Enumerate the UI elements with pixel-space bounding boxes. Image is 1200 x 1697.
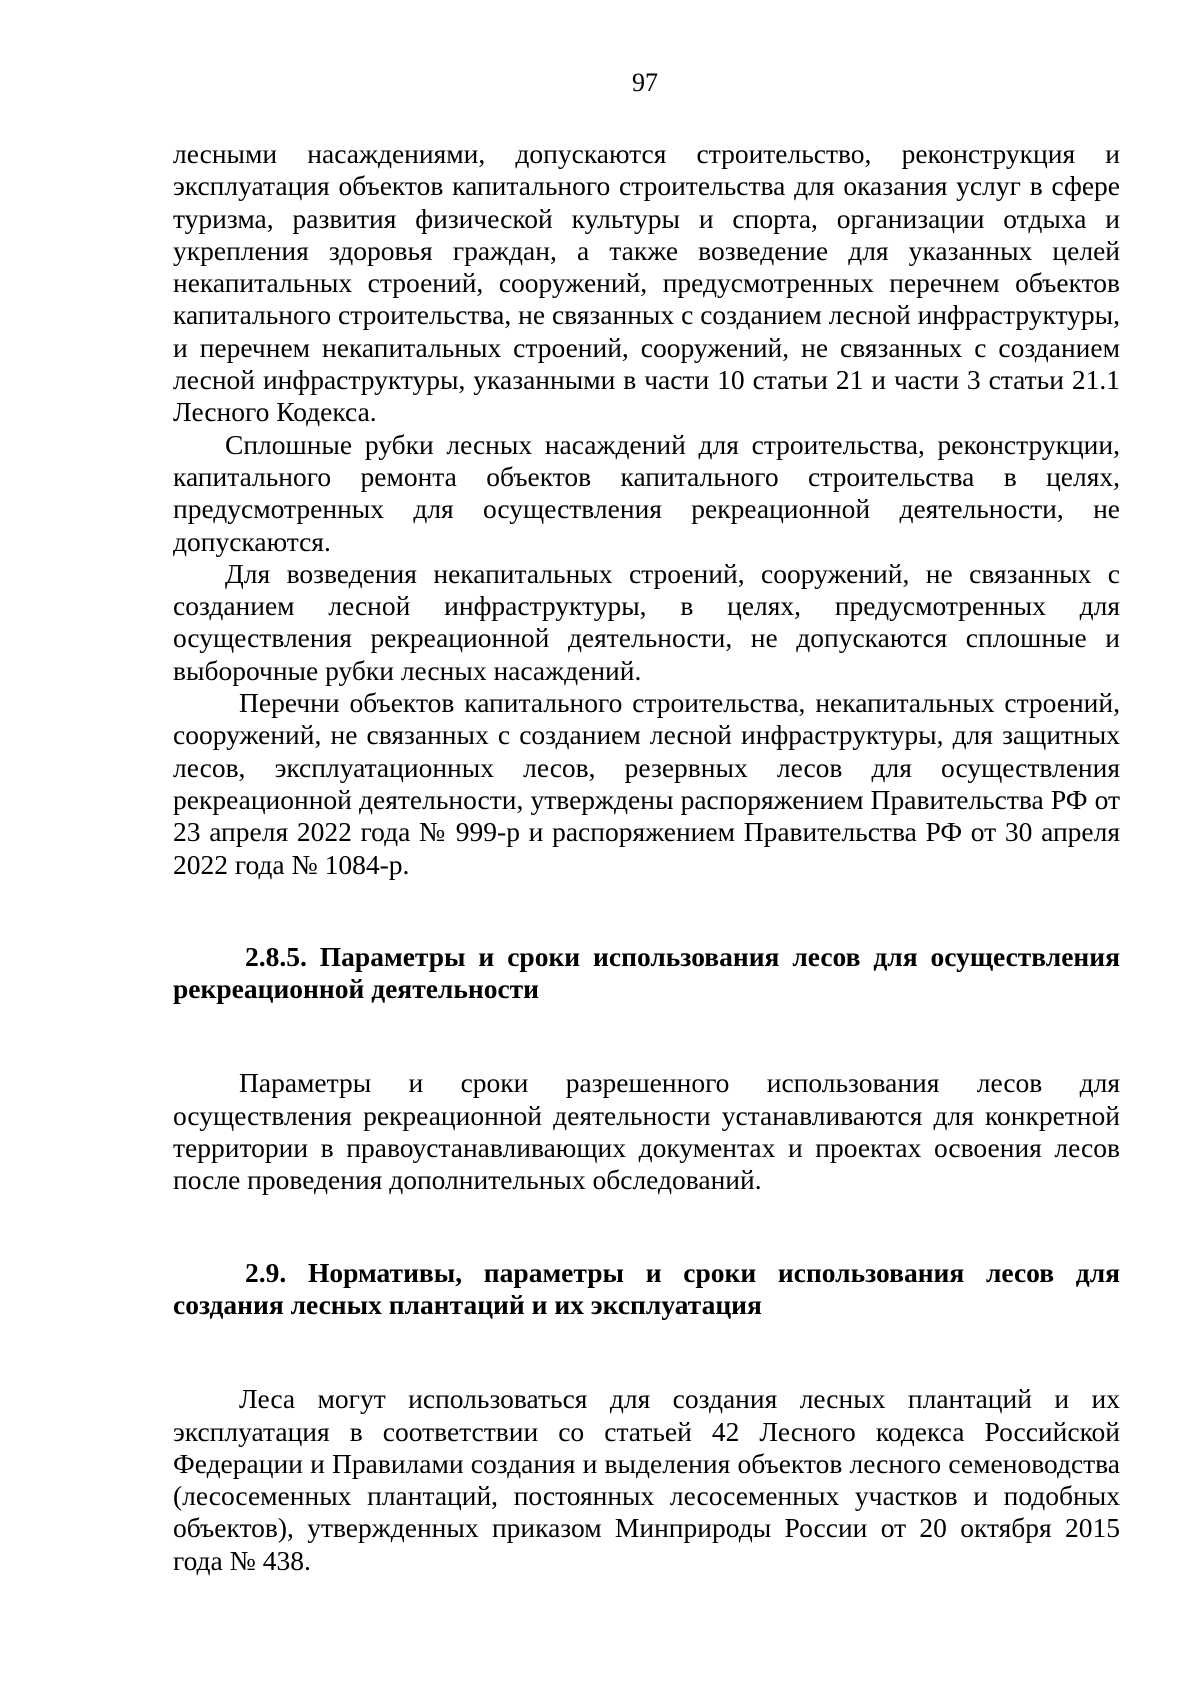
paragraph-noncapital-structures: Для возведения некапитальных строений, сооружений, не связанных с созданием лесной инфраструктуры, в целях, предусмотренных для осуществления рекреационной деятельности, не допускаются сплошные и выборочные рубки лесных насаждений. (173, 557, 1120, 686)
page-content (173, 138, 1120, 1577)
paragraph-continuation: лесными насаждениями, допускаются строительство, реконструкция и эксплуатация объектов капитального строительства для оказания услуг в сфере туризма, развития физической культуры и спорта, организации отдыха и укрепления здоровья граждан, а также возведение для указанных целей некапитальных строений, сооружений, предусмотренных перечнем объектов капитального строительства, не связанных с созданием лесной инфраструктуры, и перечнем некапитальных строений, сооружений, не связанных с созданием лесной инфраструктуры, указанными в части 10 статьи 21 и части 3 статьи 21.1 Лесного Кодекса. (173, 138, 1120, 428)
section-2-8-5-body: Параметры и сроки разрешенного использования лесов для осуществления рекреационной деятельности устанавливаются для конкретной территории в правоустанавливающих документах и проектах освоения лесов после проведения дополнительных обследований. (173, 1067, 1120, 1196)
paragraph-clear-cutting: Сплошные рубки лесных насаждений для строительства, реконструкции, капитального ремонта объектов капитального строительства в целях, предусмотренных для осуществления рекреационной деятельности, не допускаются. (173, 428, 1120, 557)
paragraph-object-lists: Перечни объектов капитального строительства, некапитальных строений, сооружений, не связанных с созданием лесной инфраструктуры, для защитных лесов, эксплуатационных лесов, резервных лесов для осуществления рекреационной деятельности, утверждены распоряжением Правительства РФ от 23 апреля 2022 года № 999-р и распоряжением Правительства РФ от 30 апреля 2022 года № 1084-р. (173, 687, 1120, 880)
section-2-8-5-heading: 2.8.5. Параметры и сроки использования лесов для осуществления рекреационной деятельности (173, 940, 1120, 1005)
section-2-9-body: Леса могут использоваться для создания лесных плантаций и их эксплуатация в соответствии со статьей 42 Лесного кодекса Российской Федерации и Правилами создания и выделения объектов лесного семеноводства (лесосеменных плантаций, постоянных лесосеменных участков и подобных объектов), утвержденных приказом Минприроды России от 20 октября 2015 года № 438. (173, 1383, 1120, 1576)
section-2-9-heading: 2.9. Нормативы, параметры и сроки использования лесов для создания лесных плантаций и их эксплуатация (173, 1256, 1120, 1320)
page-number: 97 (632, 68, 658, 97)
